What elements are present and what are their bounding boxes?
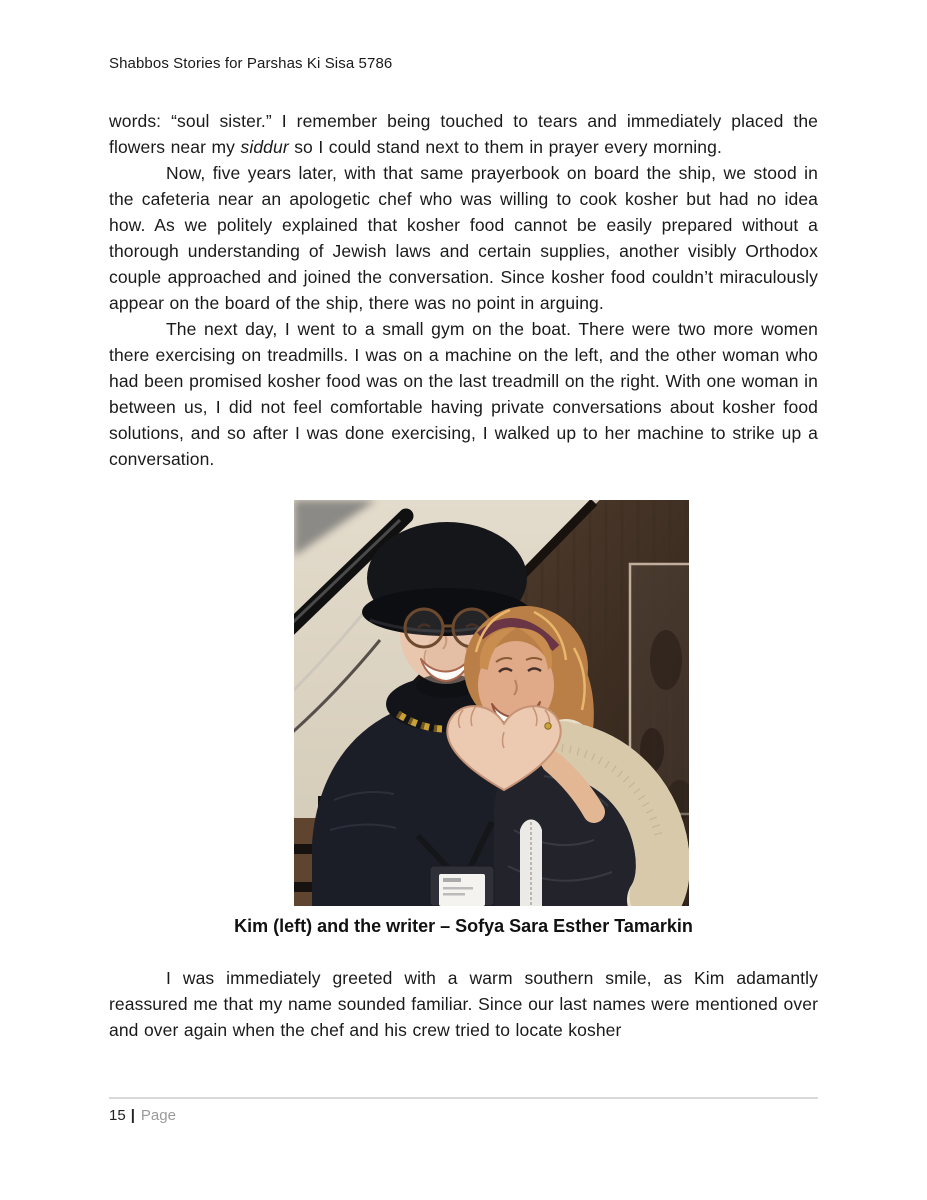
photo [294, 500, 689, 906]
text-run: I was immediately greeted with a warm southern smile, as Kim adamantly reassured me that my name sounded familiar. Since our last names were mentioned over and over again when the chef and his crew tried to locate kosher [109, 968, 818, 1040]
text-run: Now, five years later, with that same prayerbook on board the ship, we stood in the cafeteria near an apologetic chef who was willing to cook kosher but had no idea how. As we politely explained that kosher food cannot be easily prepared without a thorough understanding of Jewish laws and certain supplies, another visibly Orthodox couple approached and joined the conversation. Since kosher food couldn’t miraculously appear on the board of the ship, there was no point in arguing. [109, 163, 818, 313]
paragraph-group-after-photo [109, 965, 818, 1043]
footer-separator: | [130, 1107, 135, 1124]
paragraph [109, 108, 818, 160]
text-run: so I could stand next to them in prayer every morning. [288, 137, 722, 157]
page-header: Shabbos Stories for Parshas Ki Sisa 5786 [109, 55, 393, 72]
photo-illustration [294, 500, 689, 906]
text-run: words: “soul sister.” I remember being touched to tears and immediately placed the flowers near my [109, 111, 818, 157]
paragraph-group-before-photo [109, 108, 818, 472]
italic-term: siddur [240, 137, 289, 157]
photo-caption: Kim (left) and the writer – Sofya Sara Esther Tamarkin [234, 916, 693, 936]
paragraph [109, 160, 818, 316]
page-number: 15 [109, 1107, 126, 1124]
page-footer [109, 1106, 176, 1125]
text-run: The next day, I went to a small gym on the boat. There were two more women there exercising on treadmills. I was on a machine on the left, and the other woman who had been promised kosher food was on the last treadmill on the right. With one woman in between us, I did not feel comfortable having private conversations about kosher food solutions, and so after I was done exercising, I walked up to her machine to strike up a conversation. [109, 319, 818, 469]
paragraph [109, 965, 818, 1043]
footer-label: Page [140, 1107, 176, 1124]
footer-divider [109, 1097, 818, 1099]
paragraph [109, 316, 818, 472]
inner-layer [520, 820, 542, 907]
article-body [109, 108, 818, 1043]
